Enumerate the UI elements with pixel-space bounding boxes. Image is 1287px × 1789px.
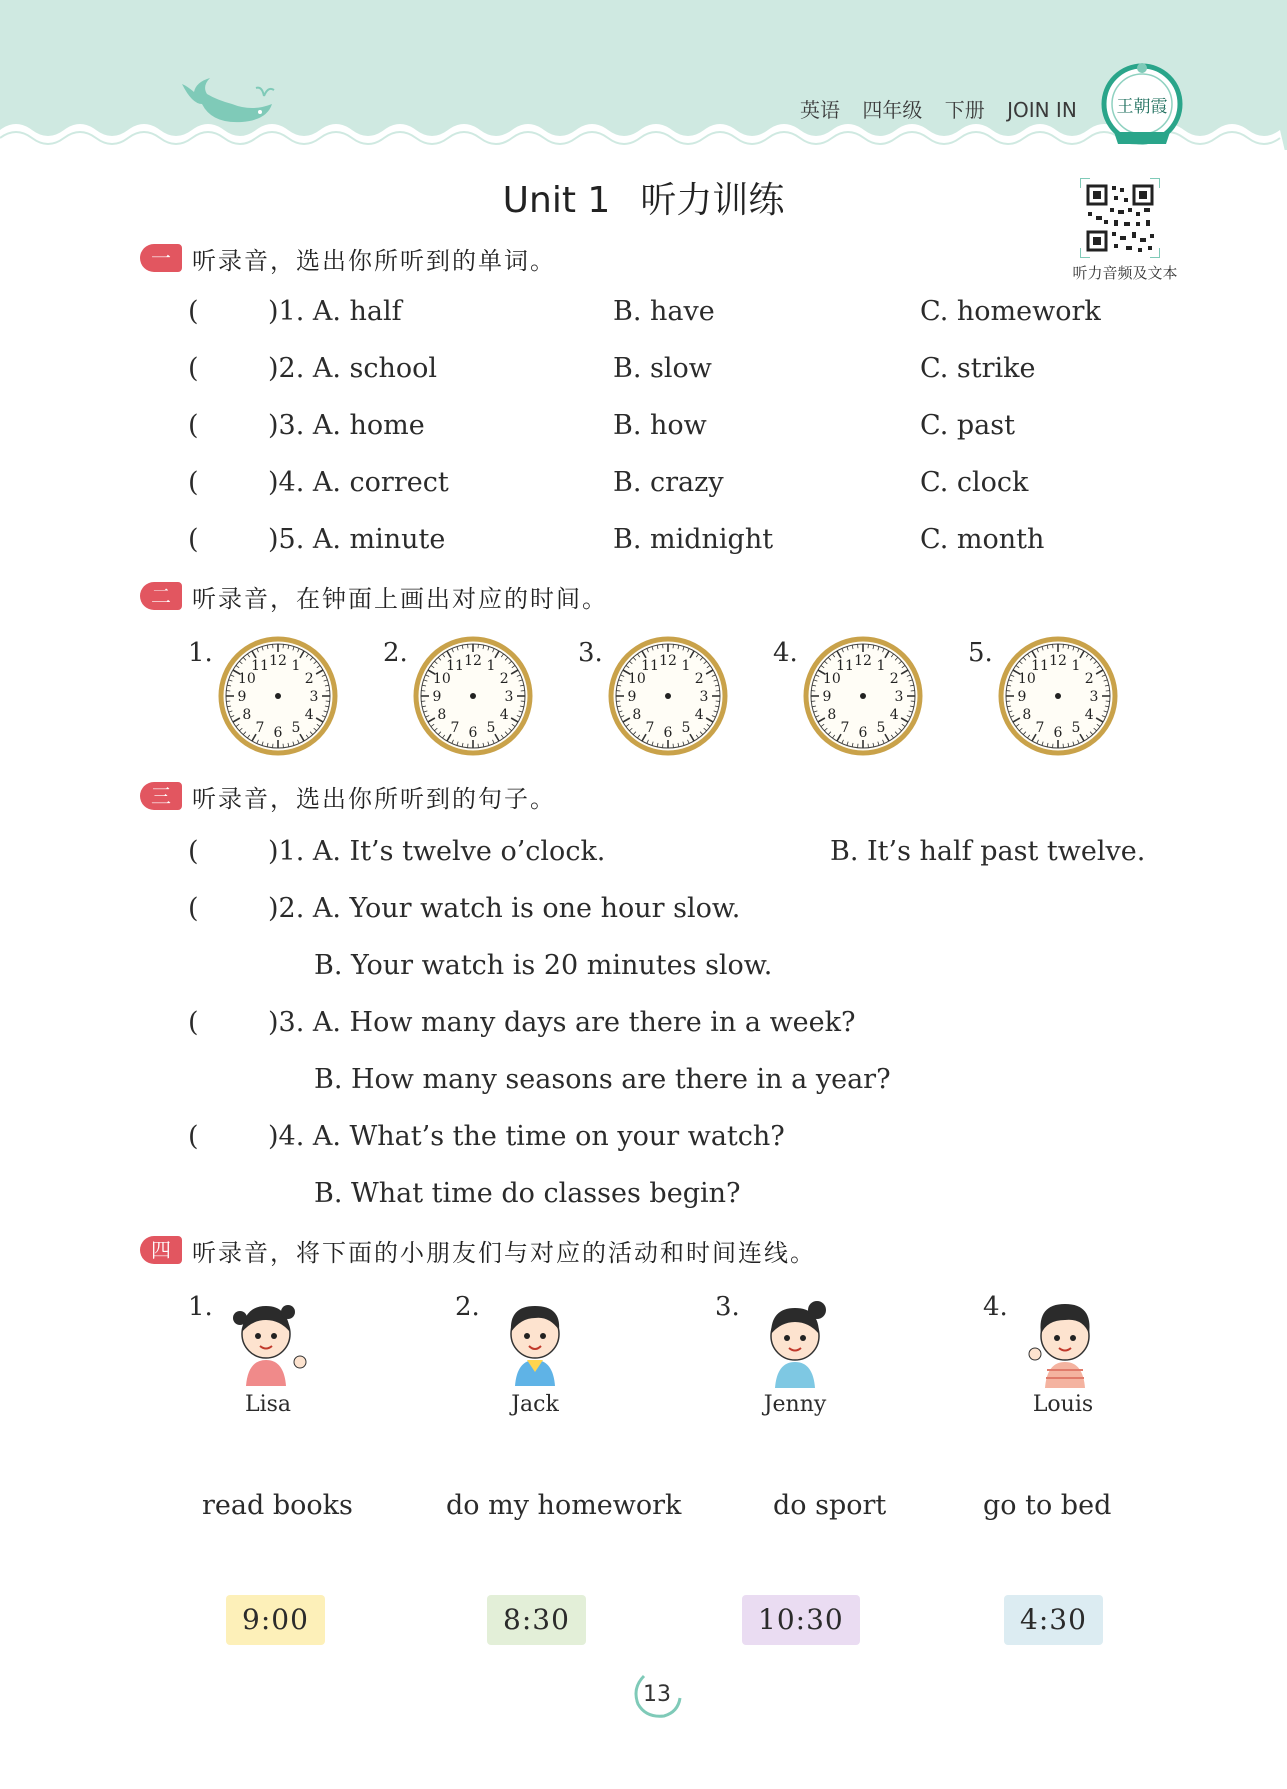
section-1-number: 一 bbox=[140, 244, 182, 272]
option-b: B. slow bbox=[613, 353, 712, 384]
clock-numeral: 6 bbox=[663, 725, 673, 741]
clock-numeral: 1 bbox=[291, 657, 301, 674]
kid-number: 4. bbox=[983, 1292, 1008, 1322]
clock-numeral: 6 bbox=[273, 725, 283, 741]
clock-numeral: 10 bbox=[237, 671, 256, 687]
option-b: B. have bbox=[613, 296, 715, 327]
clock-center bbox=[665, 693, 671, 699]
edition-label: JOIN IN bbox=[1007, 98, 1077, 122]
section-3-heading bbox=[140, 780, 556, 812]
clock-number: 4. bbox=[773, 638, 798, 668]
option-b: B. how bbox=[613, 410, 707, 441]
clock-numeral: 8 bbox=[437, 707, 447, 723]
option-a: )3. A. home bbox=[268, 410, 425, 441]
kid-name: Louis bbox=[1032, 1392, 1094, 1417]
unit-name: 听力训练 bbox=[640, 180, 785, 221]
option-a: )1. A. half bbox=[268, 296, 402, 327]
clock-number: 2. bbox=[383, 638, 408, 668]
clock-numeral: 4 bbox=[304, 707, 314, 723]
clock-center bbox=[470, 693, 476, 699]
clock-numeral: 1 bbox=[876, 657, 886, 674]
clock-numeral: 2 bbox=[1084, 671, 1094, 687]
answer-blank[interactable]: ( bbox=[188, 1121, 199, 1152]
clock-face[interactable] bbox=[608, 636, 728, 756]
page-number-text: 13 bbox=[643, 1682, 671, 1707]
clock-face[interactable] bbox=[413, 636, 533, 756]
kid-number: 1. bbox=[188, 1292, 213, 1322]
clock-numeral: 12 bbox=[854, 653, 872, 669]
clock-numeral: 3 bbox=[504, 689, 514, 705]
time-box[interactable]: 4:30 bbox=[1004, 1595, 1103, 1645]
section-4-number: 四 bbox=[140, 1236, 182, 1264]
section-2-number: 二 bbox=[140, 582, 182, 610]
clock-numeral: 9 bbox=[627, 689, 637, 705]
clock-center bbox=[860, 693, 866, 699]
header-meta bbox=[800, 94, 1100, 122]
answer-blank[interactable]: ( bbox=[188, 296, 199, 327]
answer-blank[interactable]: ( bbox=[188, 893, 199, 924]
activity-sport[interactable]: do sport bbox=[773, 1490, 887, 1521]
clock-numeral: 6 bbox=[1053, 725, 1063, 741]
option-c: C. strike bbox=[920, 353, 1036, 384]
option-a: )1. A. It’s twelve o’clock. bbox=[268, 836, 606, 867]
clock-numeral: 2 bbox=[889, 671, 899, 687]
clock-numeral: 8 bbox=[242, 707, 252, 723]
clock-numeral: 4 bbox=[694, 707, 704, 723]
option-b: B. Your watch is 20 minutes slow. bbox=[314, 950, 773, 981]
clock-numeral: 6 bbox=[468, 725, 478, 741]
kid-name: Lisa bbox=[244, 1392, 292, 1417]
kid-name: Jack bbox=[511, 1392, 559, 1417]
kid-jenny[interactable] bbox=[715, 1292, 915, 1422]
option-c: C. clock bbox=[920, 467, 1029, 498]
kid-number: 3. bbox=[715, 1292, 740, 1322]
option-a: )4. A. correct bbox=[268, 467, 449, 498]
option-a: )2. A. school bbox=[268, 353, 438, 384]
kid-louis[interactable] bbox=[983, 1292, 1183, 1422]
qr-caption: 听力音频及文本 bbox=[1072, 264, 1178, 282]
clock-numeral: 8 bbox=[1022, 707, 1032, 723]
clock-numeral: 1 bbox=[681, 657, 691, 674]
girl-avatar-icon bbox=[753, 1294, 839, 1390]
clock-numeral: 1 bbox=[486, 657, 496, 674]
clock-number: 3. bbox=[578, 638, 603, 668]
activity-bed[interactable]: go to bed bbox=[983, 1490, 1112, 1521]
clock-numeral: 7 bbox=[255, 720, 265, 737]
brand-name: 王朝霞 bbox=[1116, 97, 1168, 117]
qr-code[interactable] bbox=[1080, 178, 1160, 258]
answer-blank[interactable]: ( bbox=[188, 524, 199, 555]
time-box[interactable]: 10:30 bbox=[742, 1595, 860, 1645]
clock-numeral: 3 bbox=[1089, 689, 1099, 705]
clock-numeral: 9 bbox=[237, 689, 247, 705]
section-1-title: 听录音，选出你所听到的单词。 bbox=[192, 246, 556, 275]
section-2-heading bbox=[140, 580, 608, 612]
section-3-title: 听录音，选出你所听到的句子。 bbox=[192, 784, 556, 813]
clock-numeral: 7 bbox=[645, 720, 655, 737]
answer-blank[interactable]: ( bbox=[188, 353, 199, 384]
clock-numeral: 7 bbox=[840, 720, 850, 737]
clock-numeral: 6 bbox=[858, 725, 868, 741]
option-c: C. homework bbox=[920, 296, 1101, 327]
clock-numeral: 11 bbox=[641, 657, 659, 674]
activity-read-books[interactable]: read books bbox=[202, 1490, 353, 1521]
clock-numeral: 11 bbox=[251, 657, 269, 674]
clock-item-4 bbox=[773, 636, 953, 756]
clock-numeral: 9 bbox=[1017, 689, 1027, 705]
page-number bbox=[630, 1668, 684, 1722]
section-4-heading bbox=[140, 1234, 816, 1266]
option-b: B. How many seasons are there in a year? bbox=[314, 1064, 891, 1095]
grade-label: 四年级 bbox=[862, 98, 923, 122]
clock-item-2 bbox=[383, 636, 563, 756]
kid-lisa[interactable] bbox=[188, 1292, 388, 1422]
clock-numeral: 5 bbox=[486, 720, 496, 737]
kid-jack[interactable] bbox=[455, 1292, 655, 1422]
clock-numeral: 8 bbox=[632, 707, 642, 723]
clock-numeral: 9 bbox=[822, 689, 832, 705]
clock-item-3 bbox=[578, 636, 758, 756]
time-box[interactable]: 8:30 bbox=[487, 1595, 586, 1645]
clock-numeral: 11 bbox=[1031, 657, 1049, 674]
clock-numeral: 12 bbox=[269, 653, 287, 669]
section-2-title: 听录音，在钟面上画出对应的时间。 bbox=[192, 584, 608, 613]
clock-item-5 bbox=[968, 636, 1148, 756]
clock-numeral: 10 bbox=[822, 671, 841, 687]
clock-numeral: 12 bbox=[659, 653, 677, 669]
clock-center bbox=[1055, 693, 1061, 699]
kid-number: 2. bbox=[455, 1292, 480, 1322]
boy-avatar-icon bbox=[1021, 1294, 1107, 1390]
section-1-heading bbox=[140, 242, 556, 274]
clock-numeral: 1 bbox=[1071, 657, 1081, 674]
clock-numeral: 7 bbox=[1035, 720, 1045, 737]
clock-numeral: 5 bbox=[876, 720, 886, 737]
clock-number: 5. bbox=[968, 638, 993, 668]
unit-label: Unit 1 bbox=[502, 180, 611, 221]
clock-numeral: 10 bbox=[1017, 671, 1036, 687]
option-a: )3. A. How many days are there in a week? bbox=[268, 1007, 856, 1038]
clock-numeral: 3 bbox=[309, 689, 319, 705]
clock-numeral: 11 bbox=[836, 657, 854, 674]
clock-numeral: 2 bbox=[694, 671, 704, 687]
kid-name: Jenny bbox=[763, 1392, 827, 1417]
option-b: B. What time do classes begin? bbox=[314, 1178, 741, 1209]
answer-blank[interactable]: ( bbox=[188, 836, 199, 867]
clock-numeral: 7 bbox=[450, 720, 460, 737]
clock-numeral: 9 bbox=[432, 689, 442, 705]
option-a: )4. A. What’s the time on your watch? bbox=[268, 1121, 785, 1152]
section-3-number: 三 bbox=[140, 782, 182, 810]
answer-blank[interactable]: ( bbox=[188, 410, 199, 441]
boy-avatar-icon bbox=[493, 1294, 579, 1390]
clock-numeral: 12 bbox=[1049, 653, 1067, 669]
girl-avatar-icon bbox=[226, 1294, 312, 1390]
clock-number: 1. bbox=[188, 638, 213, 668]
option-c: C. past bbox=[920, 410, 1015, 441]
clock-face[interactable] bbox=[803, 636, 923, 756]
subject-label: 英语 bbox=[800, 98, 840, 122]
clock-numeral: 5 bbox=[1071, 720, 1081, 737]
option-b: B. It’s half past twelve. bbox=[830, 836, 1146, 867]
option-a: )5. A. minute bbox=[268, 524, 446, 555]
clock-numeral: 12 bbox=[464, 653, 482, 669]
activity-homework[interactable]: do my homework bbox=[446, 1490, 682, 1521]
clock-numeral: 3 bbox=[894, 689, 904, 705]
whale-icon bbox=[172, 74, 282, 134]
clock-numeral: 5 bbox=[681, 720, 691, 737]
option-c: C. month bbox=[920, 524, 1045, 555]
clock-numeral: 3 bbox=[699, 689, 709, 705]
clock-numeral: 4 bbox=[1084, 707, 1094, 723]
clock-numeral: 5 bbox=[291, 720, 301, 737]
clock-center bbox=[275, 693, 281, 699]
clock-item-1 bbox=[188, 636, 368, 756]
clock-numeral: 2 bbox=[499, 671, 509, 687]
clock-face[interactable] bbox=[218, 636, 338, 756]
option-b: B. crazy bbox=[613, 467, 724, 498]
clock-numeral: 4 bbox=[889, 707, 899, 723]
clock-numeral: 11 bbox=[446, 657, 464, 674]
brand-logo bbox=[1100, 58, 1184, 150]
clock-face[interactable] bbox=[998, 636, 1118, 756]
option-b: B. midnight bbox=[613, 524, 774, 555]
option-a: )2. A. Your watch is one hour slow. bbox=[268, 893, 741, 924]
answer-blank[interactable]: ( bbox=[188, 467, 199, 498]
clock-numeral: 8 bbox=[827, 707, 837, 723]
clock-numeral: 10 bbox=[627, 671, 646, 687]
volume-label: 下册 bbox=[944, 98, 985, 122]
clock-numeral: 2 bbox=[304, 671, 314, 687]
section-4-title: 听录音，将下面的小朋友们与对应的活动和时间连线。 bbox=[192, 1238, 816, 1267]
time-box[interactable]: 9:00 bbox=[226, 1595, 325, 1645]
clock-numeral: 10 bbox=[432, 671, 451, 687]
answer-blank[interactable]: ( bbox=[188, 1007, 199, 1038]
clock-numeral: 4 bbox=[499, 707, 509, 723]
